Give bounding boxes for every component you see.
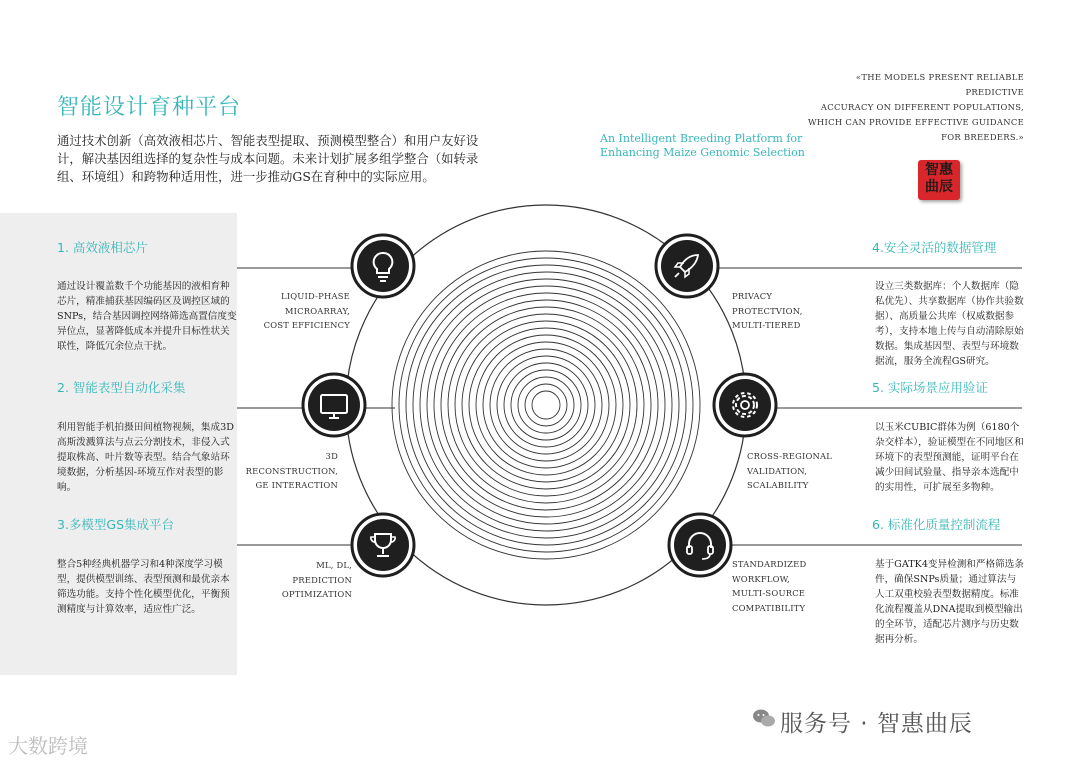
section-4-title: 4.安全灵活的数据管理: [872, 240, 997, 255]
section-5-body: 以玉米CUBIC群体为例（6180个杂交样本），验证模型在不同地区和环境下的表型预测能，证明平台在减少田间试验量、指导亲本选配中的实用性，可扩展至多物种。: [875, 422, 1024, 493]
section-1-title: 1. 高效液相芯片: [57, 240, 148, 255]
lightbulb-icon: [352, 235, 414, 297]
headset-icon: [669, 514, 731, 576]
tag-line: CROSS-REGIONAL: [747, 451, 833, 461]
concentric-ring: [518, 377, 574, 433]
intro-paragraph: 通过技术创新（高效液相芯片、智能表型提取、预测模型整合）和用户友好设计，解决基因组选择的复杂性与成本问题。未来计划扩展多组学整合（如转录组、环境组）和跨物种适用性，进一步推动GS在育种中的实际应用。: [57, 133, 479, 184]
tag-line: 3D RECONSTRUCTION,: [245, 451, 338, 476]
tag-line: PROTECTVION,: [732, 305, 803, 316]
tag-line: COST EFFICIENCY: [263, 320, 350, 330]
tag-line: GE INTERACTION: [255, 480, 338, 490]
tag-line: MICROARRAY,: [284, 305, 350, 316]
concentric-ring: [532, 391, 560, 419]
monitor-icon: [303, 374, 365, 436]
tag-line: PREDICTION: [292, 574, 352, 585]
concentric-ring: [525, 384, 567, 426]
tag-line: LIQUID-PHASE: [280, 291, 350, 301]
section-5-title: 5. 实际场景应用验证: [872, 380, 988, 395]
concentric-ring: [427, 286, 665, 524]
account-name: 服务号 · 智惠曲辰: [780, 711, 973, 737]
section-2-body: 利用智能手机拍摄田间植物视频，集成3D高斯泼溅算法与点云分割技术，非侵入式提取株高、叶片数等表型。结合气象站环境数据，分析基因-环境互作对表型的影响。: [57, 422, 234, 493]
tag-line: PRIVACY: [732, 291, 773, 301]
tag-line: OPTIMIZATION: [281, 589, 352, 599]
concentric-ring: [483, 342, 609, 468]
tag-line: SCALABILITY: [747, 480, 809, 490]
concentric-rings: [392, 251, 700, 559]
section-5-tags: [747, 449, 857, 493]
tag-line: COMPATIBILITY: [732, 602, 806, 613]
concentric-ring: [399, 258, 693, 552]
concentric-ring: [490, 349, 602, 461]
section-4-tags: [732, 289, 842, 333]
tag-line: ML, DL,: [316, 560, 352, 570]
section-3-tags: [248, 558, 352, 602]
concentric-ring: [448, 307, 644, 503]
section-1-tags: [248, 289, 350, 333]
concentric-ring: [504, 363, 588, 447]
concentric-ring: [441, 300, 651, 510]
concentric-ring: [511, 370, 581, 440]
section-3-body: 整合5种经典机器学习和4种深度学习模型，提供模型训练、表型预测和最优亲本筛选功能。支持个性化模型优化，平衡预测精度与计算效率，适应性广泛。: [57, 559, 230, 615]
tag-line: STANDARDIZED: [732, 559, 807, 569]
quote-line: ACCURACY ON DIFFERENT POPULATIONS,: [820, 102, 1024, 112]
concentric-ring: [392, 251, 700, 559]
tag-line: VALIDATION,: [747, 465, 808, 476]
english-title-line: Enhancing Maize Genomic Selection: [600, 146, 805, 159]
seal-text: 智惠: [925, 162, 953, 178]
concentric-ring: [413, 272, 679, 538]
quote-line: WHICH CAN PROVIDE EFFECTIVE GUIDANCE: [808, 117, 1024, 127]
section-2-tags: [236, 449, 338, 493]
tag-line: MULTI-SOURCE: [732, 588, 806, 598]
section-6-title: 6. 标准化质量控制流程: [872, 517, 1001, 532]
section-6-body: 基于GATK4变异检测和严格筛选条件，确保SNPs质量；通过算法与人工双重校验表型数据精度。标准化流程覆盖从DNA提取到模型输出的全环节，适配芯片测序与历史数据再分析。: [875, 559, 1024, 645]
english-title-line: An Intelligent Breeding Platform for: [600, 132, 803, 145]
concentric-ring: [497, 356, 595, 454]
tag-line: MULTI-TIERED: [732, 320, 801, 330]
page-title: 智能设计育种平台: [57, 95, 242, 120]
gear-icon: [714, 374, 776, 436]
concentric-ring: [455, 314, 637, 496]
section-1-body: 通过设计覆盖数千个功能基因的液相育种芯片，精准捕获基因编码区及调控区域的SNPs，结合基因调控网络筛选高置信度变异位点，显著降低成本并提升目标性状关联性，降低冗余位点干扰。: [57, 281, 237, 352]
rocket-icon: [656, 235, 718, 297]
quote-line: «THE MODELS PRESENT RELIABLE PREDICTIVE: [855, 72, 1024, 97]
seal-text: 曲辰: [925, 179, 953, 195]
trophy-icon: [352, 514, 414, 576]
quote-line: FOR BREEDERS.»: [941, 132, 1024, 142]
concentric-ring: [462, 321, 630, 489]
section-2-title: 2. 智能表型自动化采集: [57, 380, 186, 395]
watermark: 大数跨境: [8, 734, 88, 758]
concentric-ring: [420, 279, 672, 531]
section-3-title: 3.多模型GS集成平台: [57, 517, 175, 532]
concentric-ring: [469, 328, 623, 482]
tag-line: WORKFLOW,: [732, 573, 790, 584]
wechat-icon: [752, 708, 776, 728]
concentric-ring: [434, 293, 658, 517]
section-4-body: 设立三类数据库：个人数据库（隐私优先）、共享数据库（协作共验数据）、高质量公共库（权威数据参考），支持本地上传与自动清除原始数据。集成基因型、表型与环境数据流，服务全流程GS研究。: [875, 281, 1024, 367]
section-6-tags: [732, 557, 842, 615]
